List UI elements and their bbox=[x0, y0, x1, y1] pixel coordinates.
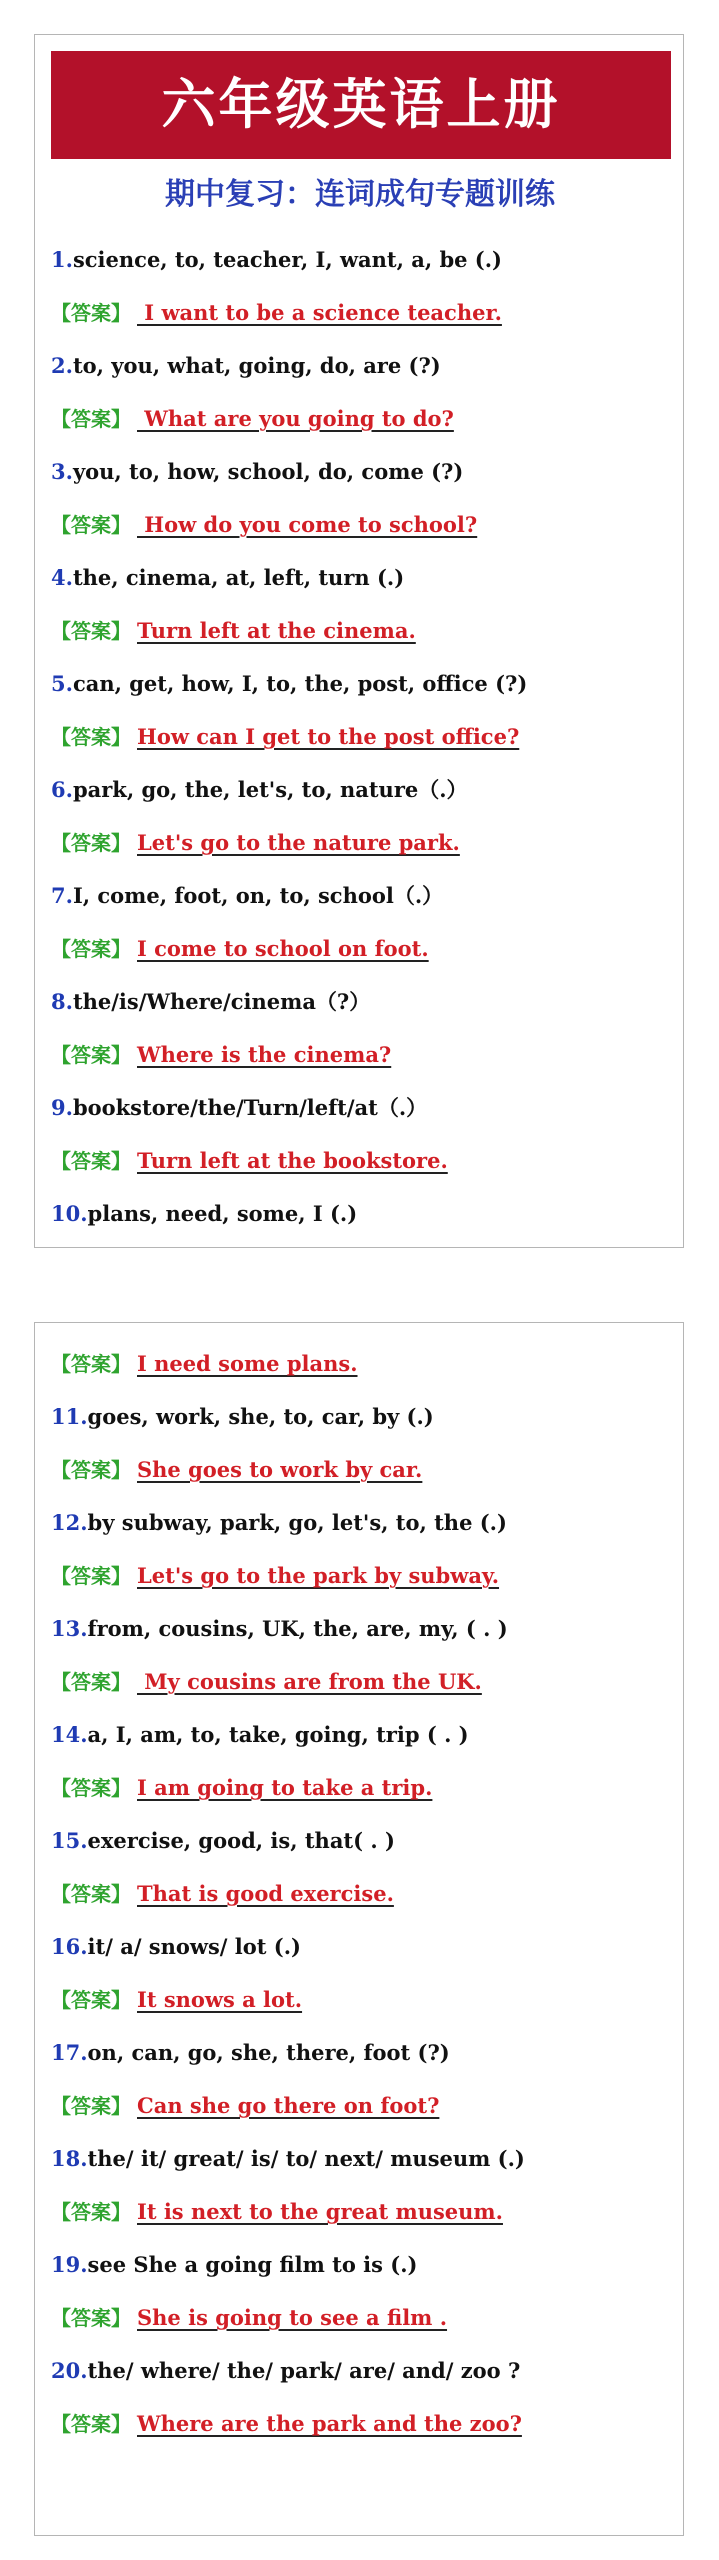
question-number: 2. bbox=[51, 353, 73, 378]
answer-sentence: Where is the cinema? bbox=[137, 1042, 392, 1067]
question-row bbox=[51, 657, 671, 710]
question-words: the/ it/ great/ is/ to/ next/ museum (.) bbox=[87, 2146, 525, 2171]
answer-sentence: My cousins are from the UK. bbox=[137, 1669, 482, 1694]
title-banner: 六年级英语上册 bbox=[51, 51, 671, 159]
answer-sentence: Can she go there on foot? bbox=[137, 2093, 440, 2118]
question-row bbox=[51, 1390, 671, 1443]
answer-tag: 【答案】 bbox=[51, 1352, 131, 1376]
answer-row bbox=[51, 1973, 671, 2026]
page-2 bbox=[34, 1322, 684, 2536]
question-row bbox=[51, 2344, 671, 2397]
question-row bbox=[51, 339, 671, 392]
question-number: 11. bbox=[51, 1404, 88, 1429]
question-number: 6. bbox=[51, 777, 73, 802]
question-number: 3. bbox=[51, 459, 73, 484]
question-row bbox=[51, 445, 671, 498]
answer-sentence: It snows a lot. bbox=[137, 1987, 303, 2012]
question-words: see She a going film to is (.) bbox=[87, 2252, 418, 2277]
answer-tag: 【答案】 bbox=[51, 1776, 131, 1800]
answer-row bbox=[51, 1655, 671, 1708]
question-words: to, you, what, going, do, are (?) bbox=[72, 353, 441, 378]
answer-row bbox=[51, 2291, 671, 2344]
question-row bbox=[51, 2026, 671, 2079]
answer-row bbox=[51, 2397, 671, 2450]
question-words: park, go, the, let's, to, nature（.） bbox=[72, 777, 468, 802]
question-row bbox=[51, 1920, 671, 1973]
answer-tag: 【答案】 bbox=[51, 407, 131, 431]
question-number: 4. bbox=[51, 565, 73, 590]
question-words: the/is/Where/cinema（?） bbox=[72, 989, 371, 1014]
question-number: 16. bbox=[51, 1934, 88, 1959]
question-row bbox=[51, 233, 671, 286]
question-words: from, cousins, UK, the, are, my, ( . ) bbox=[87, 1616, 508, 1641]
answer-sentence: Let's go to the park by subway. bbox=[137, 1563, 500, 1588]
answer-row bbox=[51, 498, 671, 551]
answer-row bbox=[51, 392, 671, 445]
question-number: 9. bbox=[51, 1095, 73, 1120]
exercise-list bbox=[51, 233, 671, 1240]
question-row bbox=[51, 1814, 671, 1867]
page-1 bbox=[34, 34, 684, 1248]
question-number: 7. bbox=[51, 883, 73, 908]
answer-row bbox=[51, 1443, 671, 1496]
answer-tag: 【答案】 bbox=[51, 2306, 131, 2330]
answer-row bbox=[51, 1761, 671, 1814]
answer-tag: 【答案】 bbox=[51, 513, 131, 537]
answer-row bbox=[51, 1134, 671, 1187]
question-number: 13. bbox=[51, 1616, 88, 1641]
answer-tag: 【答案】 bbox=[51, 2412, 131, 2436]
answer-sentence: That is good exercise. bbox=[137, 1881, 394, 1906]
question-number: 5. bbox=[51, 671, 73, 696]
answer-tag: 【答案】 bbox=[51, 1043, 131, 1067]
answer-tag: 【答案】 bbox=[51, 1458, 131, 1482]
answer-tag: 【答案】 bbox=[51, 301, 131, 325]
question-words: plans, need, some, I (.) bbox=[87, 1201, 358, 1226]
answer-tag: 【答案】 bbox=[51, 1882, 131, 1906]
question-number: 8. bbox=[51, 989, 73, 1014]
answer-sentence: I am going to take a trip. bbox=[137, 1775, 433, 1800]
answer-sentence: I come to school on foot. bbox=[137, 936, 429, 961]
answer-row bbox=[51, 1028, 671, 1081]
answer-tag: 【答案】 bbox=[51, 2094, 131, 2118]
question-words: science, to, teacher, I, want, a, be (.) bbox=[72, 247, 502, 272]
question-words: exercise, good, is, that( . ) bbox=[87, 1828, 395, 1853]
answer-sentence: How do you come to school? bbox=[137, 512, 478, 537]
question-row bbox=[51, 1496, 671, 1549]
question-words: a, I, am, to, take, going, trip ( . ) bbox=[87, 1722, 469, 1747]
exercise-list bbox=[51, 1337, 671, 2450]
question-number: 12. bbox=[51, 1510, 88, 1535]
question-row bbox=[51, 2238, 671, 2291]
answer-tag: 【答案】 bbox=[51, 1670, 131, 1694]
question-words: it/ a/ snows/ lot (.) bbox=[87, 1934, 301, 1959]
answer-tag: 【答案】 bbox=[51, 1564, 131, 1588]
question-number: 20. bbox=[51, 2358, 88, 2383]
answer-tag: 【答案】 bbox=[51, 619, 131, 643]
answer-row bbox=[51, 286, 671, 339]
question-words: bookstore/the/Turn/left/at（.） bbox=[72, 1095, 428, 1120]
answer-row bbox=[51, 816, 671, 869]
question-row bbox=[51, 1081, 671, 1134]
question-number: 1. bbox=[51, 247, 73, 272]
answer-sentence: What are you going to do? bbox=[137, 406, 454, 431]
answer-row bbox=[51, 1867, 671, 1920]
answer-row bbox=[51, 922, 671, 975]
question-words: the, cinema, at, left, turn (.) bbox=[72, 565, 405, 590]
answer-sentence: I want to be a science teacher. bbox=[137, 300, 502, 325]
question-number: 15. bbox=[51, 1828, 88, 1853]
answer-sentence: She is going to see a film . bbox=[137, 2305, 448, 2330]
question-row bbox=[51, 2132, 671, 2185]
question-row bbox=[51, 763, 671, 816]
answer-sentence: How can I get to the post office? bbox=[137, 724, 520, 749]
question-number: 18. bbox=[51, 2146, 88, 2171]
answer-sentence: She goes to work by car. bbox=[137, 1457, 423, 1482]
question-words: on, can, go, she, there, foot (?) bbox=[87, 2040, 450, 2065]
answer-sentence: I need some plans. bbox=[137, 1351, 358, 1376]
answer-row bbox=[51, 1337, 671, 1390]
question-row bbox=[51, 869, 671, 922]
question-row bbox=[51, 551, 671, 604]
answer-row bbox=[51, 604, 671, 657]
question-row bbox=[51, 1602, 671, 1655]
answer-row bbox=[51, 2079, 671, 2132]
answer-tag: 【答案】 bbox=[51, 937, 131, 961]
answer-sentence: Where are the park and the zoo? bbox=[137, 2411, 522, 2436]
answer-sentence: It is next to the great museum. bbox=[137, 2199, 503, 2224]
answer-sentence: Let's go to the nature park. bbox=[137, 830, 460, 855]
answer-tag: 【答案】 bbox=[51, 725, 131, 749]
question-number: 17. bbox=[51, 2040, 88, 2065]
question-words: can, get, how, I, to, the, post, office (?) bbox=[72, 671, 528, 696]
answer-tag: 【答案】 bbox=[51, 831, 131, 855]
answer-tag: 【答案】 bbox=[51, 1988, 131, 2012]
question-words: by subway, park, go, let's, to, the (.) bbox=[87, 1510, 507, 1535]
answer-row bbox=[51, 710, 671, 763]
question-number: 14. bbox=[51, 1722, 88, 1747]
answer-sentence: Turn left at the cinema. bbox=[137, 618, 416, 643]
question-row bbox=[51, 1708, 671, 1761]
answer-tag: 【答案】 bbox=[51, 1149, 131, 1173]
answer-row bbox=[51, 2185, 671, 2238]
answer-tag: 【答案】 bbox=[51, 2200, 131, 2224]
question-number: 10. bbox=[51, 1201, 88, 1226]
answer-sentence: Turn left at the bookstore. bbox=[137, 1148, 448, 1173]
question-row bbox=[51, 975, 671, 1028]
question-words: the/ where/ the/ park/ are/ and/ zoo ? bbox=[87, 2358, 521, 2383]
question-words: goes, work, she, to, car, by (.) bbox=[87, 1404, 434, 1429]
answer-row bbox=[51, 1549, 671, 1602]
question-words: you, to, how, school, do, come (?) bbox=[72, 459, 464, 484]
page-subtitle: 期中复习：连词成句专题训练 bbox=[165, 177, 555, 212]
question-number: 19. bbox=[51, 2252, 88, 2277]
question-row bbox=[51, 1187, 671, 1240]
question-words: I, come, foot, on, to, school（.） bbox=[72, 883, 444, 908]
